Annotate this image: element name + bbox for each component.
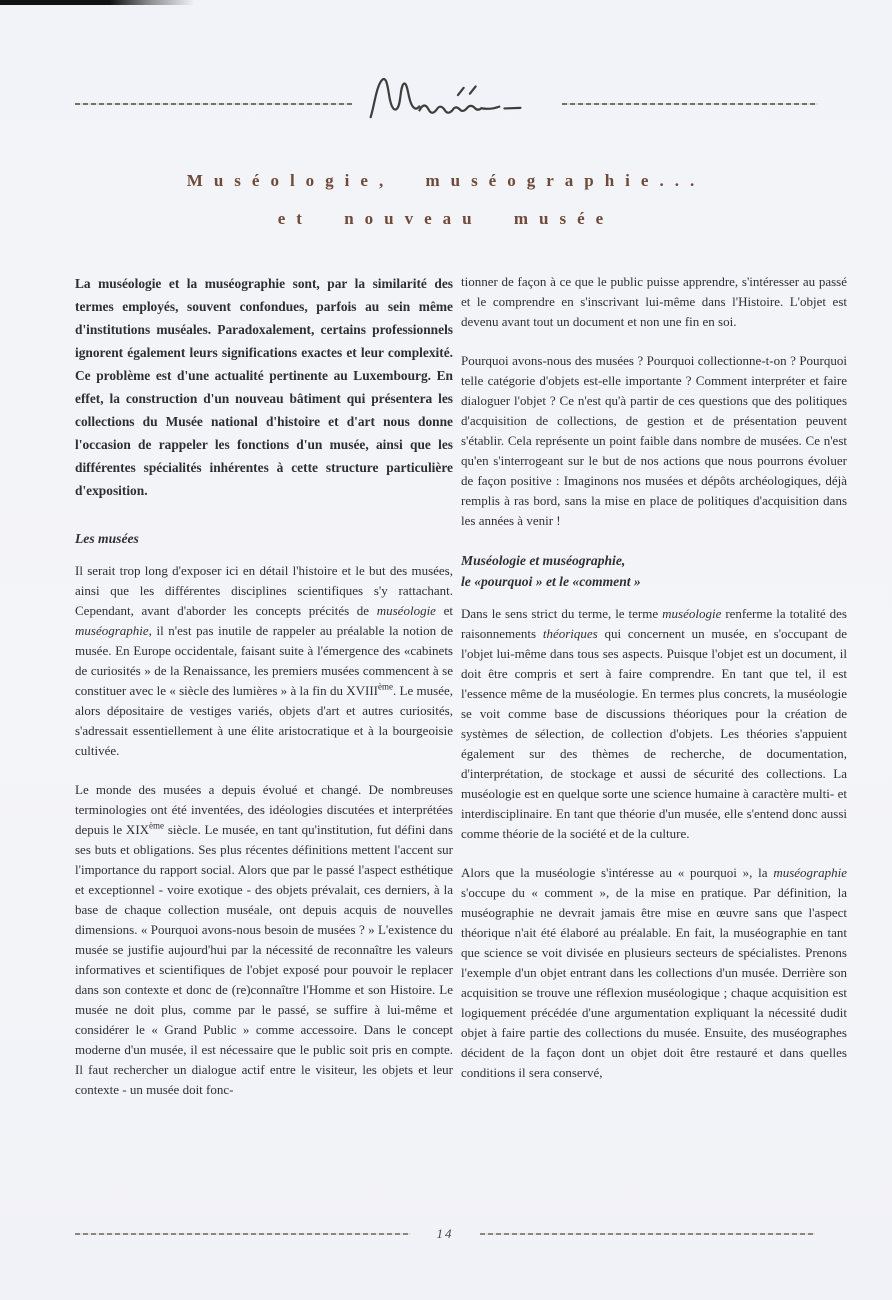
page-title [0,162,892,238]
article-body [75,272,847,1100]
paragraph-museologie: Dans le sens strict du terme, le terme muséologie renferme la totalité des raisonnements théoriques qui concernent un musée, en s'occupant de l'objet lui-même dans tous ses aspects. Puisque l'objet est un document, il doit être compris et sert à faire comprendre. En tant que tel, il est l'essence même de la muséologie. En termes plus concrets, la muséologie se voit comme base de discussions théoriques pour la création de systèmes de sélection, de collection d'objets. Les théories s'appuient également sur des thèmes de recherche, de documentation, d'interprétation, de stockage et aussi de sécurité des collections. La muséologie est en quelque sorte une science humaine à caractère multi- et interdisciplinaire. En tant que théorie d'un musée, elle s'entend donc aussi comme théorie de la société et de la culture. [461,606,847,841]
scan-edge-artifact [0,0,195,5]
footer-rule-right [480,1233,816,1235]
paragraph-continuation: tionner de façon à ce que le public puisse apprendre, s'intéresser au passé et le comprendre en s'inscrivant lui-même dans l'Histoire. L'objet est devenu avant tout un document et non une fin en soi. [461,274,847,329]
intro-paragraph: La muséologie et la muséographie sont, par la similarité des termes employés, souvent confondues, parfois au sein même d'institutions muséales. Paradoxalement, certains professionnels ignorent également leurs significations exactes et leur complexité. Ce problème est d'une actualité pertinente au Luxembourg. En effet, la construction d'un nouveau bâtiment qui présentera les collections du Musée national d'histoire et d'art nous donne l'occasion de rappeler les fonctions d'un musée, ainsi que les différentes spécialités inhérentes à cette structure particulière d'exposition. [75,276,453,498]
section-heading-line1: Muséologie et muséographie, [461,553,626,568]
header-rule-left [75,103,352,105]
page-title-line1: Muséologie, muséographie... [186,171,706,190]
paragraph-les-musees-1: Il serait trop long d'exposer ici en détail l'histoire et le but des musées, ainsi que les différentes disciplines scientifiques s'y rattachant. Cependant, avant d'aborder les concepts précités de muséologie et muséographie, il n'est pas inutile de rappeler au préalable la notion de musée. En Europe occidentale, faisant suite à l'émergence des «cabinets de curiosités » de la Renaissance, les premiers musées commencent à se constituer avec le « siècle des lumières » à la fin du XVIIIème. Le musée, alors dépositaire de vestiges variés, objets d'art et autres curiosités, s'adressait essentiellement à une élite aristocratique et à la bourgeoisie cultivée. [75,563,454,758]
paragraph-pourquoi: Pourquoi avons-nous des musées ? Pourquoi collectionne-t-on ? Pourquoi telle catégorie d'objets est-elle importante ? Comment interpréter et faire dialoguer l'objet ? Ce n'est qu'à partir de ces questions que des politiques d'acquisition de collections, de gestion et de présentation peuvent s'établir. Cela représente un point faible dans nombre de musées. Ce n'est qu'en s'interrogeant sur le but de nos actions que nous pourrons évoluer de façon positive : Imaginons nos musées et dépôts archéologiques, déjà remplis à ras bord, sans la mise en place de politiques d'acquisition dans les années à venir ! [461,353,847,528]
section-heading-les-musees: Les musées [75,531,139,546]
header-rule-right [562,103,818,105]
paragraph-les-musees-2: Le monde des musées a depuis évolué et changé. De nombreuses terminologies ont été inventées, des idéologies discutées et interprétées depuis le XIXème siècle. Le musée, en tant qu'institution, fut défini dans ses buts et obligations. Ses plus récentes définitions mettent l'accent sur l'importance du rapport social. Alors que par le passé l'aspect esthétique et exceptionnel - voire exotique - des objets prévalait, ces derniers, à la base de chaque collection muséale, ont depuis acquis de nouvelles dimensions. « Pourquoi avons-nous besoin de musées ? » L'existence du musée se justifie aujourd'hui par la nécessité de reconnaître les valeurs informatives et scientifiques de l'objet exposé pour pouvoir le replacer dans son contexte et donc de (re)connaître l'Homme et son Histoire. Le musée ne doit plus, comme par le passé, se suffire à lui-même et considérer le « Grand Public » comme accessoire. Dans le concept moderne d'un musée, il est nécessaire que le public soit pris en compte. Il faut rechercher un dialogue actif entre le visiteur, les objets et leur contexte - un musée doit fonc- [75,782,453,1097]
section-heading-line2: le «pourquoi » et le «comment » [461,574,641,589]
column-left [75,272,453,1100]
page-footer [75,1226,815,1242]
page-number: 14 [436,1226,454,1241]
section-heading-museologie-museographie [461,550,847,592]
footer-rule-left [75,1233,411,1235]
page-title-line2: et nouveau musée [277,209,615,228]
musee-script-logo-icon [362,68,558,126]
paragraph-museographie: Alors que la muséologie s'intéresse au « pourquoi », la muséographie s'occupe du « comment », de la mise en pratique. Par définition, la muséographie ne devrait jamais être mise en œuvre sans que l'aspect théorique n'ait été élaboré au préalable. En fait, la muséographie en tant que science se voit divisée en plusieurs secteurs de spécialistes. Prenons l'exemple d'un objet entrant dans les collections d'un musée. Derrière son acquisition se trouve une réflexion muséologique ; chaque acquisition est logiquement précédée d'une argumentation expliquant la nécessité dudit objet à faire partie des collections du musée. Ensuite, des muséographes décident de la façon dont un objet doit être restauré et dans quelles conditions il sera conservé, [461,865,847,1080]
column-right [461,272,847,1100]
